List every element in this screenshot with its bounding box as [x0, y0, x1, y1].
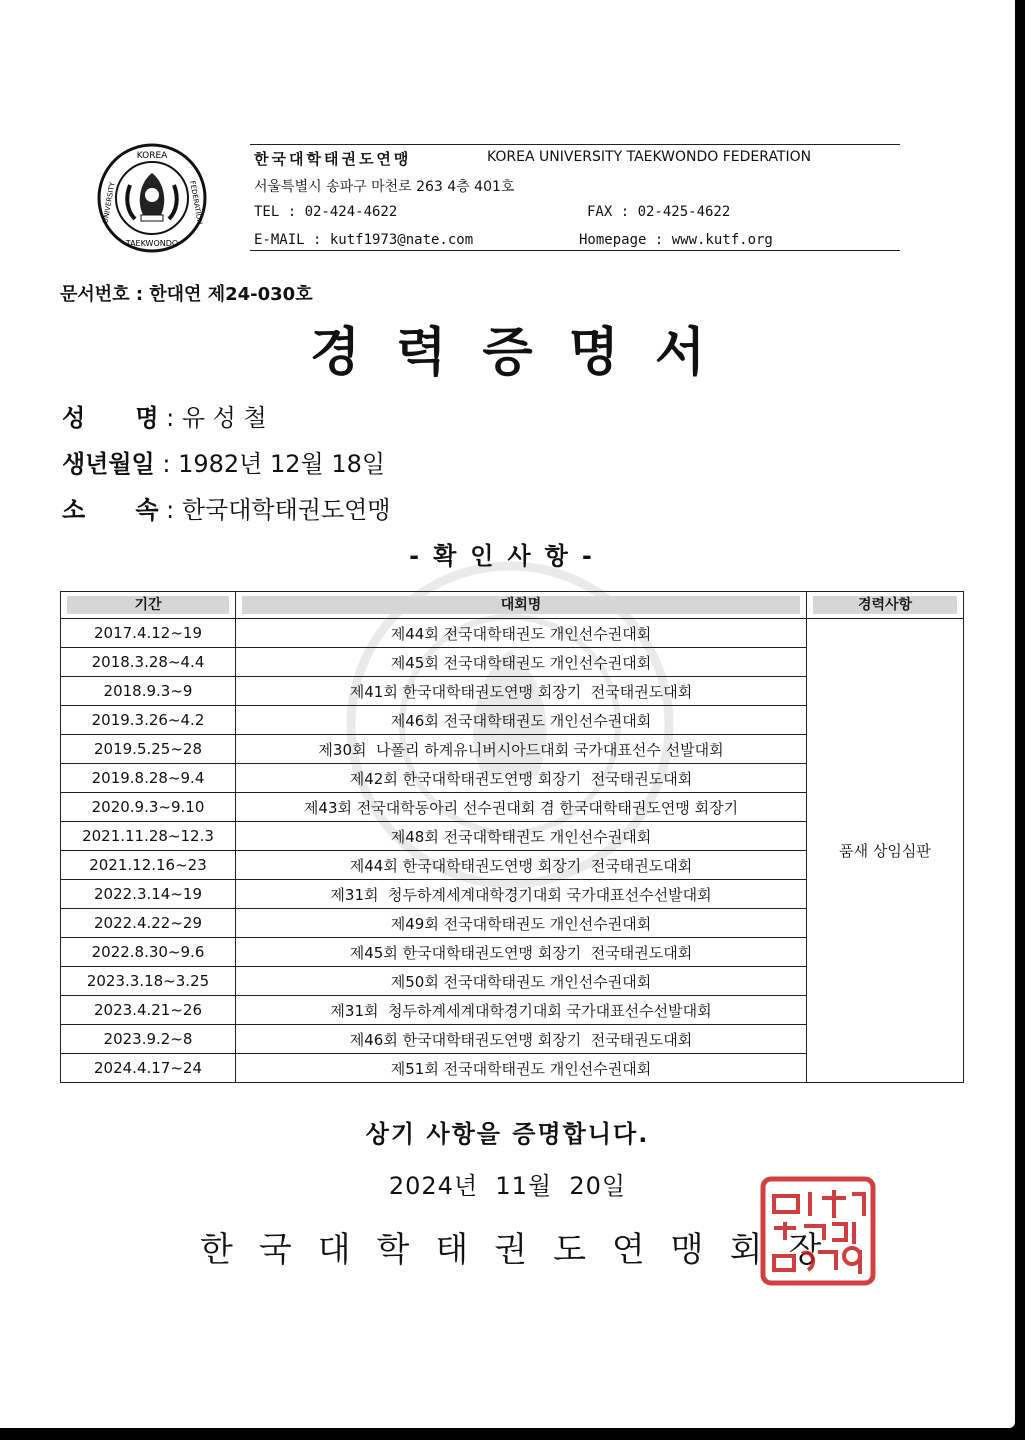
cell-period: 2022.8.30~9.6 [61, 938, 236, 967]
cell-period: 2018.3.28~4.4 [61, 648, 236, 677]
cell-event: 제45회 한국대학태권도연맹 회장기 전국태권도대회 [236, 938, 807, 967]
page-title: 경력증명서 [309, 322, 742, 383]
cell-period: 2017.4.12~19 [61, 619, 236, 648]
field-name-label: 성 명 [62, 404, 159, 432]
cell-period: 2019.3.26~4.2 [61, 706, 236, 735]
org-tel: TEL : 02-424-4622 [254, 204, 398, 220]
career-table [60, 591, 964, 1083]
cell-period: 2024.4.17~24 [61, 1054, 236, 1083]
field-birthdate-value: : 1982년 12월 18일 [162, 450, 386, 478]
org-name: 한국대학태권도연맹 [254, 150, 412, 168]
cell-event: 제48회 전국대학태권도 개인선수권대회 [236, 822, 807, 851]
cell-event: 제44회 전국대학태권도 개인선수권대회 [236, 619, 807, 648]
cell-event: 제45회 전국대학태권도 개인선수권대회 [236, 648, 807, 677]
issue-date: 2024년 11월 20일 [388, 1172, 627, 1200]
org-fax: FAX : 02-425-4622 [587, 204, 731, 220]
table-row [61, 619, 964, 648]
cell-period: 2019.5.25~28 [61, 735, 236, 764]
cell-period: 2020.9.3~9.10 [61, 793, 236, 822]
logo-ring-top: KOREA [136, 151, 168, 161]
official-seal-icon [760, 1176, 876, 1286]
table-header-row [61, 592, 964, 619]
logo-ring-left: UNIVERSITY [101, 181, 117, 224]
cell-period: 2022.3.14~19 [61, 880, 236, 909]
org-name-english: KOREA UNIVERSITY TAEKWONDO FEDERATION [487, 149, 812, 165]
logo-ring-right: FEDERATION [188, 180, 204, 226]
cell-event: 제46회 한국대학태권도연맹 회장기 전국태권도대회 [236, 1025, 807, 1054]
federation-logo-icon [97, 143, 207, 253]
cell-period: 2023.9.2~8 [61, 1025, 236, 1054]
cell-event: 제41회 한국대학태권도연맹 회장기 전국태권도대회 [236, 677, 807, 706]
cell-period: 2023.4.21~26 [61, 996, 236, 1025]
header-bottom-rule [250, 250, 900, 251]
section-title: -확인사항- [409, 542, 606, 570]
field-name [62, 398, 267, 433]
cell-event: 제31회 청두하계세계대학경기대회 국가대표선수선발대회 [236, 996, 807, 1025]
cell-event: 제51회 전국대학태권도 개인선수권대회 [236, 1054, 807, 1083]
cell-event: 제42회 한국대학태권도연맹 회장기 전국태권도대회 [236, 764, 807, 793]
field-affiliation-label: 소 속 [62, 496, 159, 524]
org-homepage: Homepage : www.kutf.org [579, 232, 773, 248]
field-birthdate-label: 생년월일 [62, 450, 155, 478]
cell-event: 제43회 전국대학동아리 선수권대회 겸 한국대학태권도연맹 회장기 [236, 793, 807, 822]
header-period: 기간 [61, 592, 236, 619]
cell-event: 제46회 전국대학태권도 개인선수권대회 [236, 706, 807, 735]
cell-period: 2019.8.28~9.4 [61, 764, 236, 793]
cell-event: 제50회 전국대학태권도 개인선수권대회 [236, 967, 807, 996]
cell-period: 2023.3.18~3.25 [61, 967, 236, 996]
field-name-value: : 유 성 철 [166, 404, 267, 432]
issuer-name: 한국대학태권도연맹회장 [200, 1230, 848, 1270]
cell-career: 품새 상임심판 [807, 619, 964, 1083]
document-number: 문서번호 : 한대연 제24-030호 [60, 284, 313, 305]
logo-ring-bottom: TAEKWONDO [125, 239, 179, 248]
field-affiliation-value: : 한국대학태권도연맹 [166, 496, 391, 524]
header-career: 경력사항 [807, 592, 964, 619]
cell-period: 2021.12.16~23 [61, 851, 236, 880]
header-top-rule [250, 144, 900, 145]
cell-event: 제44회 한국대학태권도연맹 회장기 전국태권도대회 [236, 851, 807, 880]
field-birthdate [62, 444, 385, 479]
org-address: 서울특별시 송파구 마천로 263 4층 401호 [254, 179, 515, 195]
cell-period: 2022.4.22~29 [61, 909, 236, 938]
cell-event: 제30회 나폴리 하계유니버시아드대회 국가대표선수 선발대회 [236, 735, 807, 764]
cell-period: 2018.9.3~9 [61, 677, 236, 706]
org-email: E-MAIL : kutf1973@nate.com [254, 232, 474, 248]
header-event: 대회명 [236, 592, 807, 619]
cell-event: 제49회 전국대학태권도 개인선수권대회 [236, 909, 807, 938]
cell-event: 제31회 청두하계세계대학경기대회 국가대표선수선발대회 [236, 880, 807, 909]
cell-period: 2021.11.28~12.3 [61, 822, 236, 851]
closing-statement: 상기 사항을 증명합니다. [365, 1120, 650, 1148]
field-affiliation [62, 490, 391, 525]
